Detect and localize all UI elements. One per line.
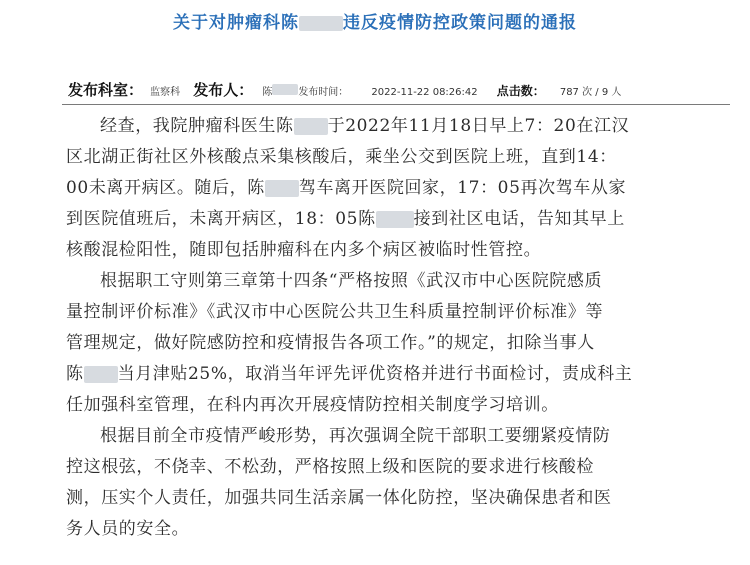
title-part-1: 关于对肿瘤科陈	[173, 13, 299, 33]
notice-meta	[68, 79, 730, 101]
body-line: 管理规定，做好院感防控和疫情报告各项工作。”的规定，扣除当事人	[66, 333, 595, 353]
redacted-name	[299, 16, 343, 31]
time-label: 发布时间：	[298, 87, 349, 98]
body-line: 到医院值班后，未离开病区，18：05陈 接到社区电话，告知其早上	[66, 209, 625, 229]
body-line: 量控制评价标准》《武汉市中心医院公共卫生科质量控制评价标准》等	[66, 302, 604, 322]
body-line: 陈 当月津贴25%，取消当年评先评优资格并进行书面检讨，责成科主	[66, 364, 633, 384]
redacted-name	[376, 211, 414, 228]
body-line: 任加强科室管理，在科内再次开展疫情防控相关制度学习培训。	[66, 395, 559, 415]
body-line: 务人员的安全。	[66, 519, 190, 539]
body-line: 根据职工守则第三章第十四条“严格按照《武汉市中心医院院感质	[100, 271, 603, 291]
header-divider	[62, 104, 730, 105]
publisher-label: 发布人：	[193, 81, 254, 99]
body-line: 核酸混检阳性，随即包括肿瘤科在内多个病区被临时性管控。	[66, 240, 542, 260]
body-line: 根据目前全市疫情严峻形势，再次强调全院干部职工要绷紧疫情防	[100, 426, 611, 446]
notice-body	[66, 111, 718, 545]
clicks-label: 点击数：	[496, 84, 545, 98]
redacted-name	[265, 180, 299, 197]
body-line: 经查，我院肿瘤科医生陈 于2022年11月18日早上7：20在江汉	[100, 116, 630, 136]
publish-time: 2022-11-22 08:26:42	[371, 87, 478, 98]
body-line: 00未离开病区。随后，陈 驾车离开医院回家，17：05再次驾车从家	[66, 178, 627, 198]
redacted-name	[84, 366, 118, 383]
body-line: 控这根弦，不侥幸、不松劲，严格按照上级和医院的要求进行核酸检	[66, 457, 594, 477]
dept-label: 发布科室：	[68, 81, 144, 99]
notice-title	[0, 8, 750, 33]
body-line: 区北湖正街社区外核酸点采集核酸后，乘坐公交到医院上班，直到14：	[66, 147, 617, 167]
dept-value: 监察科	[150, 87, 181, 98]
title-part-2: 违反疫情防控政策问题的通报	[343, 13, 577, 33]
redacted-name	[294, 118, 328, 135]
publisher-value: 陈	[262, 87, 273, 98]
clicks-value: 787 次 / 9 人	[559, 87, 622, 98]
redacted-publisher	[272, 84, 298, 95]
body-line: 测，压实个人责任，加强共同生活亲属一体化防控，坚决确保患者和医	[66, 488, 612, 508]
